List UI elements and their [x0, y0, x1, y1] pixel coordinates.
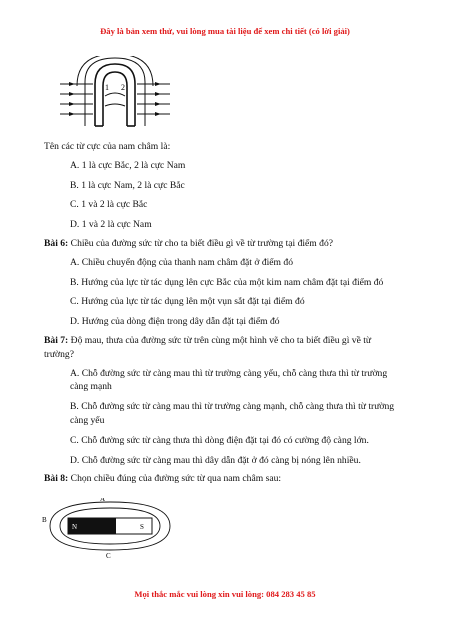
q7-option-c: C. Chỗ đường sức từ càng thưa thì dòng điện đặt tại đó có cường độ càng lớn. [70, 434, 369, 446]
q6-text: Chiều của đường sức từ cho ta biết điều gì về từ trường tại điểm đó? [68, 237, 334, 249]
q5-option-d: D. 1 và 2 là cực Nam [70, 219, 152, 231]
q7-text: Độ mau, thưa của đường sức từ trên cùng một hình vẽ cho ta biết điều gì về từ trường? [44, 334, 372, 360]
q7-label: Bài 7: [44, 334, 69, 346]
q6-label: Bài 6: [44, 237, 69, 249]
q7-option-d: D. Chỗ đường sức từ càng mau thì dây dẫn đặt ở đó càng bị nóng lên nhiều. [70, 454, 361, 466]
horseshoe-magnet-figure [55, 56, 175, 136]
label-a: A [100, 498, 106, 503]
label-c: C [106, 552, 111, 560]
q6-option-b: B. Hướng của lực từ tác dụng lên cực Bắc của một kim nam châm đặt tại điểm đó [70, 276, 384, 288]
q6-question [44, 237, 400, 251]
pole-label-s: S [140, 523, 144, 531]
q8-question [44, 472, 400, 486]
pole-label-1: 1 [105, 83, 109, 92]
q6-option-a: A. Chiều chuyển động của thanh nam châm đặt ở điểm đó [70, 256, 294, 268]
q6-option-d: D. Hướng của dòng điện trong dây dẫn đặt tại điểm đó [70, 316, 280, 328]
contact-banner: Mọi thắc mắc vui lòng xin vui lòng: 084 283 45 85 [134, 589, 316, 599]
q8-text: Chọn chiều đúng của đường sức từ qua nam châm sau: [68, 473, 282, 485]
pole-label-n: N [72, 523, 78, 531]
bar-magnet-figure [40, 498, 180, 560]
q7-option-a: A. Chỗ đường sức từ càng mau thì từ trường càng yếu, chỗ càng thưa thì từ trường càng mạnh [70, 367, 388, 393]
q5-option-c: C. 1 và 2 là cực Bắc [70, 199, 148, 211]
label-b: B [42, 516, 47, 524]
document-body [44, 140, 400, 486]
q5-option-a: A. 1 là cực Bắc, 2 là cực Nam [70, 159, 186, 171]
q8-label: Bài 8: [44, 473, 69, 485]
intro-question: Tên các từ cực của nam châm là: [44, 141, 171, 152]
q5-option-b: B. 1 là cực Nam, 2 là cực Bắc [70, 179, 185, 191]
pole-label-2: 2 [121, 83, 125, 92]
q7-option-b: B. Chỗ đường sức từ càng mau thì từ trường càng mạnh, chỗ càng thưa thì từ trường càng yếu [70, 401, 395, 426]
q6-option-c: C. Hướng của lực từ tác dụng lên một vụn sắt đặt tại điểm đó [70, 296, 305, 308]
preview-banner: Đây là bản xem thử, vui lòng mua tài liệu để xem chi tiết (có lời giải) [100, 26, 350, 36]
q7-question [44, 334, 400, 362]
